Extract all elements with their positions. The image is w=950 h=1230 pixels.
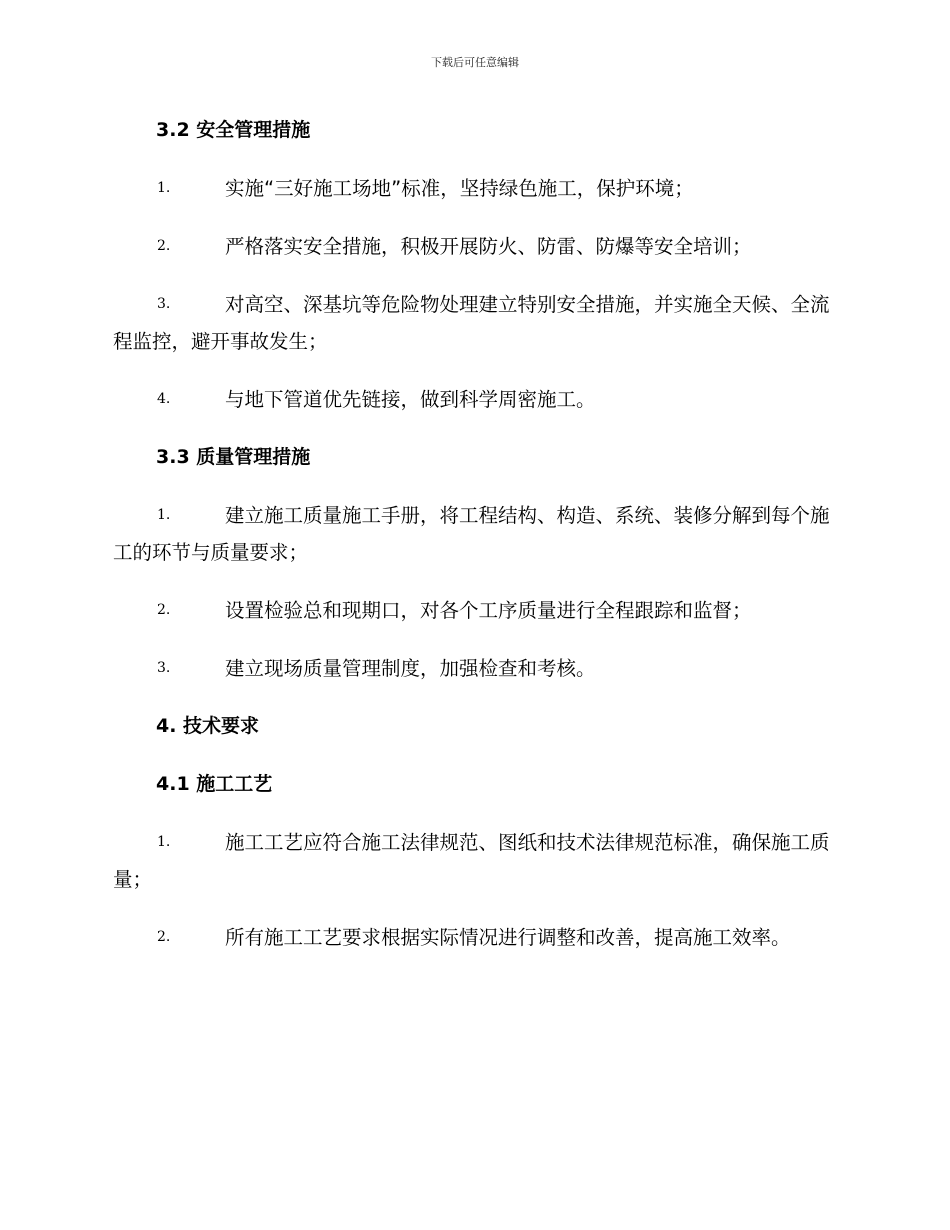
list-item	[113, 381, 837, 418]
list-item-text: 实施“三好施工场地”标准，坚持绿色施工，保护环境；	[225, 177, 694, 200]
list-item-text: 建立施工质量施工手册，将工程结构、构造、系统、装修分解到每个施工的环节与质量要求；	[113, 504, 830, 564]
section-heading: 3.2 安全管理措施	[156, 119, 311, 141]
list-number: 3.	[157, 660, 171, 676]
list-number: 2.	[157, 602, 171, 618]
list-item-text: 所有施工工艺要求根据实际情况进行调整和改善，提高施工效率。	[225, 926, 791, 949]
list-item-text: 建立现场质量管理制度，加强检查和考核。	[225, 657, 596, 680]
document-body	[113, 112, 837, 977]
page-header: 下载后可任意编辑	[431, 56, 519, 69]
list-item	[113, 592, 837, 629]
section-heading: 3.3 质量管理措施	[156, 446, 311, 468]
list-item	[113, 650, 837, 687]
list-number: 1.	[157, 507, 171, 523]
list-item-text: 设置检验总和现期口，对各个工序质量进行全程跟踪和监督；	[225, 599, 752, 622]
list-item	[113, 919, 837, 956]
list-item-text: 严格落实安全措施，积极开展防火、防雷、防爆等安全培训；	[225, 235, 752, 258]
list-item-text: 对高空、深基坑等危险物处理建立特别安全措施，并实施全天候、全流程监控，避开事故发生；	[113, 293, 830, 353]
list-item	[113, 170, 837, 207]
list-item-text: 与地下管道优先链接，做到科学周密施工。	[225, 388, 596, 411]
section-heading: 4.1 施工工艺	[156, 773, 273, 795]
list-item	[113, 824, 837, 898]
list-item-text: 施工工艺应符合施工法律规范、图纸和技术法律规范标准，确保施工质量；	[113, 831, 830, 891]
list-item	[113, 286, 837, 360]
section-heading: 4. 技术要求	[156, 715, 260, 737]
list-number: 1.	[157, 834, 171, 850]
list-number: 4.	[157, 391, 171, 407]
list-item	[113, 228, 837, 265]
list-number: 2.	[157, 238, 171, 254]
list-number: 3.	[157, 296, 171, 312]
list-number: 1.	[157, 180, 171, 196]
list-item	[113, 497, 837, 571]
list-number: 2.	[157, 929, 171, 945]
